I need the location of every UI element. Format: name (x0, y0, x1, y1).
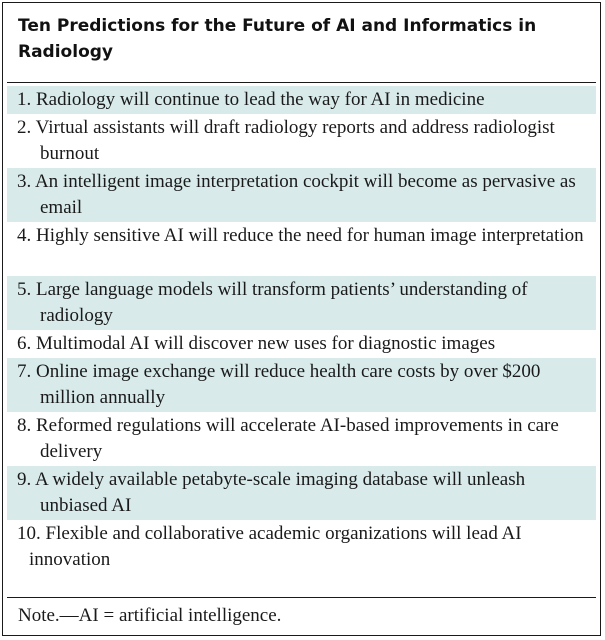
title-divider (7, 82, 596, 83)
prediction-number: 6. (17, 333, 32, 354)
prediction-row (7, 520, 596, 574)
prediction-row (7, 330, 596, 358)
prediction-row (7, 466, 596, 520)
prediction-row (7, 168, 596, 222)
table-title: Ten Predictions for the Future of AI and Informatics in Radiology (18, 16, 537, 62)
prediction-text: Virtual assistants will draft radiology reports and address radiologist burnout (35, 117, 555, 164)
prediction-text: Online image exchange will reduce health care costs by over $200 million annually (36, 361, 541, 408)
prediction-text: Reformed regulations will accelerate AI-based improvements in care delivery (36, 415, 559, 462)
prediction-text: Large language models will transform patients’ understanding of radiology (36, 279, 528, 326)
prediction-text: Highly sensitive AI will reduce the need for human image interpretation (36, 225, 584, 246)
prediction-number: 1. (17, 89, 32, 110)
prediction-number: 4. (17, 225, 32, 246)
prediction-text: An intelligent image interpretation cockpit will become as pervasive as email (34, 171, 576, 218)
prediction-number: 2. (17, 117, 32, 138)
prediction-row (7, 222, 596, 276)
prediction-text: A widely available petabyte-scale imaging database will unleash unbiased AI (34, 469, 526, 516)
prediction-text: Multimodal AI will discover new uses for diagnostic images (36, 333, 496, 354)
predictions-list (7, 86, 596, 574)
prediction-row (7, 114, 596, 168)
prediction-number: 9. (17, 469, 32, 490)
prediction-text: Radiology will continue to lead the way for AI in medicine (36, 89, 485, 110)
table-note: Note.—AI = artificial intelligence. (18, 605, 282, 626)
note-divider (7, 597, 596, 598)
prediction-number: 8. (17, 415, 32, 436)
prediction-text: Flexible and collaborative academic organizations will lead AI innovation (29, 523, 522, 570)
prediction-row (7, 276, 596, 330)
prediction-number: 7. (17, 361, 32, 382)
prediction-number: 5. (17, 279, 32, 300)
prediction-row (7, 358, 596, 412)
prediction-number: 3. (17, 171, 32, 192)
table-frame (2, 2, 601, 636)
prediction-row (7, 412, 596, 466)
prediction-row (7, 86, 596, 114)
prediction-number: 10. (17, 523, 41, 544)
